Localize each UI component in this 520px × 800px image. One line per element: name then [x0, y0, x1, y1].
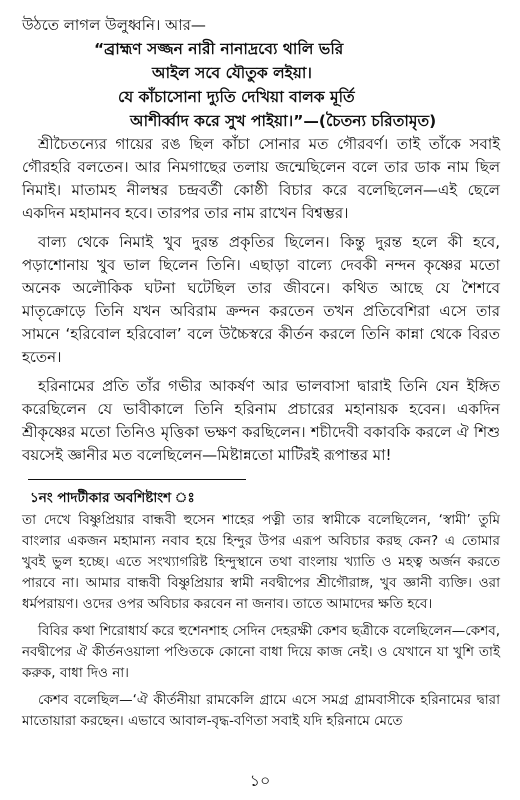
verse-line-1: “ব্রাহ্মণ সজ্জন নারী নানাদ্রব্যে থালি ভরি — [94, 40, 344, 58]
opening-line: উঠতে লাগল উলুধ্বনি। আর— — [22, 16, 206, 34]
verse-quote — [22, 37, 500, 133]
book-page — [22, 14, 500, 732]
footnote-heading: ১নং পাদটীকার অবশিষ্টাংশ ঃ — [30, 490, 195, 506]
verse-line-3: যে কাঁচাসোনা দ্যুতি দেখিয়া বালক মূর্তি — [118, 88, 355, 106]
footnote-divider — [28, 479, 246, 480]
page-number: ১০ — [249, 771, 271, 790]
verse-line-4: আশীর্ব্বাদ করে সুখ পাইয়া।”—(চৈতন্য চরিতামৃত) — [130, 112, 437, 130]
verse-line-2: আইল সবে যৌতুক লইয়া। — [152, 64, 312, 82]
footnote-paragraph-1: তা দেখে বিষ্ণুপ্রিয়ার বান্ধবী হুসেন শাহের পত্নী তার স্বামীকে বলেছিলেন, ‘স্বামী’ তুমি বাংলার একজন মহামান্য নবাব হয়ে হিন্দুর উপর এরূপ অবিচার করছ কেন? এ তোমার খুবই ভুল হচ্ছে। এতে সংখ্যাগরিষ্ট হিন্দুস্থানে তথা বাংলায় খ্যাতি ও মহত্ব অর্জন করতে পারবে না। আমার বান্ধবী বিষ্ণুপ্রিয়ার স্বামী নবদ্বীপের শ্রীগৌরাঙ্গ, খুব জ্ঞানী ব্যক্তি। ওরা ধর্মপরায়ণ। ওদের ওপর অবিচার করবেন না জনাব। তাতে আমাদের ক্ষতি হবে। — [22, 512, 500, 612]
body-paragraph-3: হরিনামের প্রতি তাঁর গভীর আকর্ষণ আর ভালবাসা দ্বারাই তিনি যেন ইঙ্গিত করেছিলেন যে ভাবীকালে তিনি হরিনাম প্রচারের মহানায়ক হবেন। একদিন শ্রীকৃষ্ণের মতো তিনিও মৃত্তিকা ভক্ষণ করছিলেন। শচীদেবী বকাবকি করলে ঐ শিশু বয়সেই জ্ঞানীর মত বলেছিলেন—মিষ্টান্নতো মাটিরই রূপান্তর মা! — [22, 377, 500, 464]
body-paragraph-1: শ্রীচৈতন্যের গায়ের রঙ ছিল কাঁচা সোনার মত গৌরবর্ণ। তাই তাঁকে সবাই গৌরহরি বলতেন। আর নিমগাছের তলায় জন্মেছিলেন বলে তার ডাক নাম ছিল নিমাই। মাতামহ নীলম্বর চন্দ্রবর্তী কোষ্ঠী বিচার করে বলেছিলেন—এই ছেলে একদিন মহামানব হবে। তারপর তার নাম রাখেন বিশ্বম্ভর। — [22, 135, 500, 222]
body-paragraph-2: বাল্য থেকে নিমাই খুব দুরন্ত প্রকৃতির ছিলেন। কিন্তু দুরন্ত হলে কী হবে, পড়াশোনায় খুব ভাল ছিলেন তিনি। এছাড়া বাল্যে দেবকী নন্দন কৃষ্ণের মতো অনেক অলৌকিক ঘটনা ঘটেছিল তার জীবনে। কথিত আছে যে শৈশবে মাতৃক্রোড়ে তিনি যখন অবিরাম ক্রন্দন করতেন তখন প্রতিবেশিরা এসে তার সামনে ‘হরিবোল হরিবোল’ বলে উচ্চৈস্বরে কীর্তন করলে তিনি কান্না থেকে বিরত হতেন। — [22, 233, 500, 366]
footnote-paragraph-2: বিবির কথা শিরোধার্য করে হুশেনশাহ সেদিন দেহরক্ষী কেশব ছত্রীকে বলেছিলেন—কেশব, নবদ্বীপের ঐ কীর্তনওয়ালা পণ্ডিতকে কোনো বাধা দিয়ে কাজ নেই। ও যেখানে যা খুশি তাই করুক, বাধা দিও না। — [22, 623, 500, 681]
footnote-paragraph-3: কেশব বলেছিল—‘ঐ কীর্তনীয়া রামকেলি গ্রামে এসে সমগ্র গ্রামবাসীকে হরিনামের দ্বারা মাতোয়ারা করছেন। এভাবে আবাল-বৃদ্ধ-বণিতা সবাই যদি হরিনামে মেতে — [22, 692, 500, 729]
